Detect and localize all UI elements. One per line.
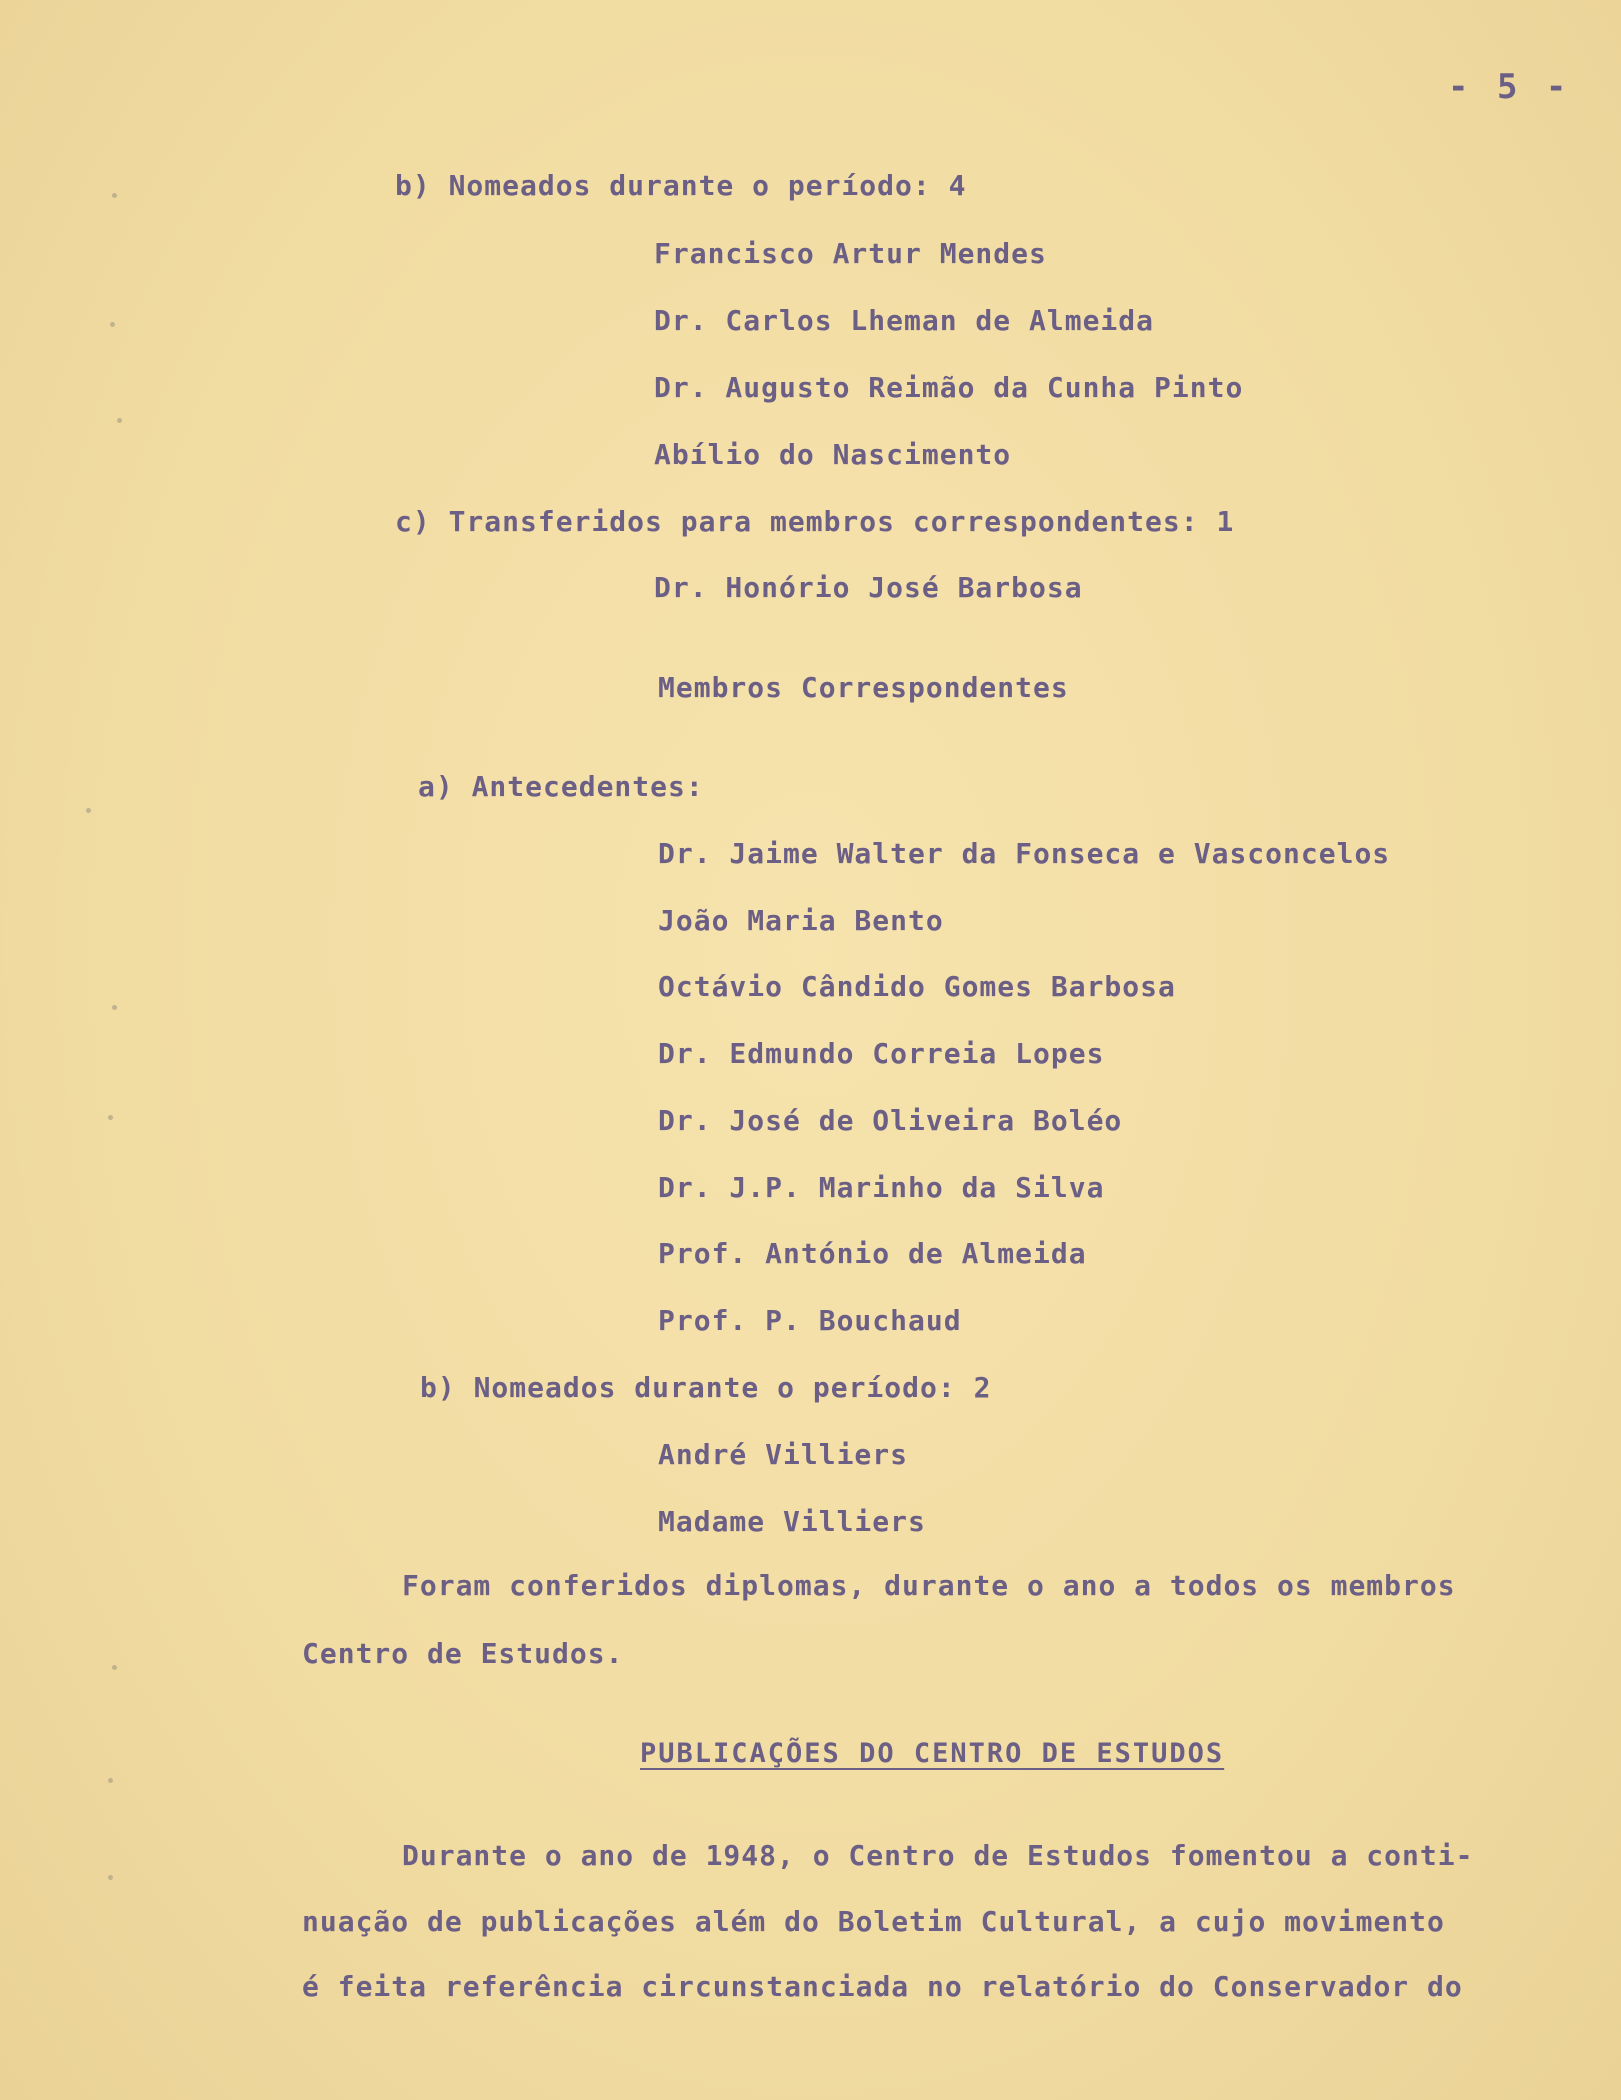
transferred-heading: c) Transferidos para membros correspondentes: 1 <box>395 505 1235 538</box>
member-name: Dr. Carlos Lheman de Almeida <box>654 304 1155 337</box>
punch-hole-mark <box>112 1005 117 1010</box>
member-name: Prof. P. Bouchaud <box>658 1304 962 1337</box>
paragraph-line: nuação de publicações além do Boletim Cultural, a cujo movimento <box>302 1905 1445 1938</box>
paragraph-line: Centro de Estudos. <box>302 1637 624 1670</box>
page-number: - 5 - <box>1448 67 1571 107</box>
member-name: Dr. José de Oliveira Boléo <box>658 1104 1123 1137</box>
member-name: Abílio do Nascimento <box>654 438 1012 471</box>
member-name: Madame Villiers <box>658 1505 926 1538</box>
publications-heading: PUBLICAÇÕES DO CENTRO DE ESTUDOS <box>640 1738 1225 1769</box>
punch-hole-mark <box>117 418 122 423</box>
paragraph-line: é feita referência circunstanciada no relatório do Conservador do <box>302 1970 1463 2003</box>
punch-hole-mark <box>112 193 117 198</box>
paragraph-line: Durante o ano de 1948, o Centro de Estudos fomentou a conti- <box>402 1839 1474 1872</box>
appointed-heading: b) Nomeados durante o período: 4 <box>395 169 967 202</box>
member-name: Dr. J.P. Marinho da Silva <box>658 1171 1105 1204</box>
section-title: Membros Correspondentes <box>658 671 1069 704</box>
member-name: Dr. Honório José Barbosa <box>654 571 1083 604</box>
punch-hole-mark <box>108 1115 113 1120</box>
punch-hole-mark <box>110 322 115 327</box>
punch-hole-mark <box>112 1665 117 1670</box>
member-name: Prof. António de Almeida <box>658 1237 1087 1270</box>
member-name: Dr. Edmundo Correia Lopes <box>658 1037 1105 1070</box>
appointed-heading: b) Nomeados durante o período: 2 <box>420 1371 992 1404</box>
paragraph-line: Foram conferidos diplomas, durante o ano a todos os membros <box>402 1569 1456 1602</box>
punch-hole-mark <box>108 1875 113 1880</box>
punch-hole-mark <box>86 808 91 813</box>
member-name: Dr. Augusto Reimão da Cunha Pinto <box>654 371 1244 404</box>
member-name: João Maria Bento <box>658 904 944 937</box>
punch-hole-mark <box>108 1778 113 1783</box>
antecedents-heading: a) Antecedentes: <box>418 770 704 803</box>
member-name: Octávio Cândido Gomes Barbosa <box>658 970 1176 1003</box>
member-name: Francisco Artur Mendes <box>654 237 1047 270</box>
member-name: Dr. Jaime Walter da Fonseca e Vasconcelos <box>658 837 1391 870</box>
member-name: André Villiers <box>658 1438 909 1471</box>
